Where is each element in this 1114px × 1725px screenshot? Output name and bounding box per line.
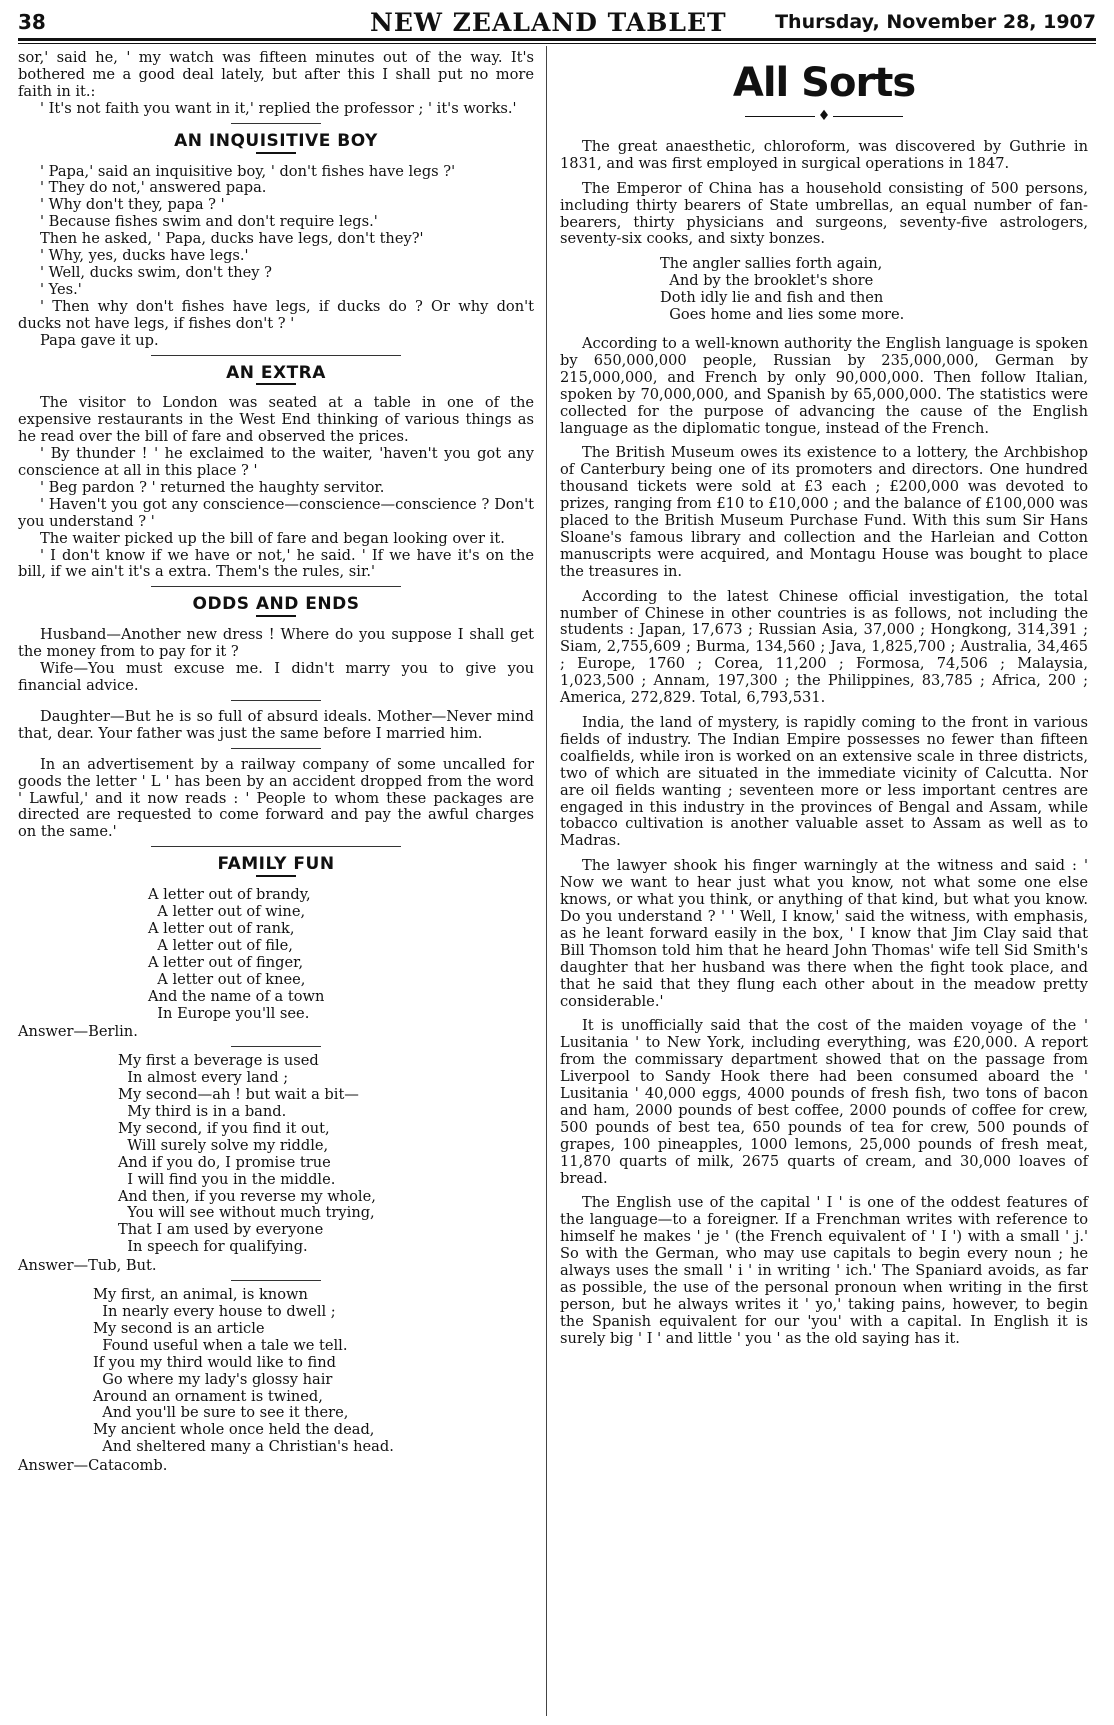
section-separator — [231, 748, 321, 749]
right-column — [560, 50, 1088, 1348]
verse-line: Go where my lady's glossy hair — [93, 1370, 333, 1388]
verse-line: My second, if you find it out, — [118, 1119, 330, 1137]
story-paragraph: ' I don't know if we have or not,' he said. ' If we have it's on the bill, if we ain't it's a extra. Them's the rules, sir.' — [18, 546, 534, 581]
section-separator — [231, 700, 321, 701]
page-header — [18, 8, 1096, 36]
riddle-verse — [148, 887, 534, 1022]
heading-rule — [256, 152, 296, 154]
riddle-answer: Answer—Berlin. — [18, 1023, 138, 1041]
column-divider — [546, 46, 547, 1716]
story-line: Papa gave it up. — [40, 331, 159, 349]
story-line: ' Then why don't fishes have legs, if ducks do ? Or why don't ducks not have legs, if fishes don't ? ' — [18, 297, 534, 332]
section-heading-all-sorts: All Sorts — [732, 60, 916, 106]
story-paragraph: ' Beg pardon ? ' returned the haughty servitor. — [40, 478, 385, 496]
riddle-verse — [118, 1053, 534, 1256]
heading-rule — [256, 383, 296, 385]
verse-line: Around an ornament is twined, — [93, 1387, 323, 1405]
verse-line: And sheltered many a Christian's head. — [93, 1438, 394, 1456]
intro-paragraph: sor,' said he, ' my watch was fifteen minutes out of the way. It's bothered me a good deal lately, but after this I shall put no more faith in it.: — [18, 49, 534, 100]
verse-line: You will see without much trying, — [118, 1204, 375, 1222]
verse-line: In speech for qualifying. — [118, 1238, 308, 1256]
section-separator — [231, 1046, 321, 1047]
verse-line: A letter out of brandy, — [148, 886, 311, 904]
section-separator — [151, 586, 401, 587]
story-line: Then he asked, ' Papa, ducks have legs, don't they?' — [40, 230, 424, 248]
story-line: ' Why don't they, papa ? ' — [40, 196, 225, 214]
verse-line: Found useful when a tale we tell. — [93, 1336, 348, 1354]
verse-line: A letter out of wine, — [148, 903, 306, 921]
item-paragraph: The British Museum owes its existence to a lottery, the Archbishop of Canterbury being one of its promoters and directors. One hundred thousand tickets were sold at £3 each ; £200,000 was devoted to prizes, ranging from £10 to £10,000 ; and the balance of £100,000 was placed to the British Museum Purchase Fund. With this sum Sir Hans Sloane's famous library and collection and the Harleian and Cotton manuscripts were acquired, and Montagu House was bought to place the treasures in. — [560, 444, 1088, 580]
section-heading-family-fun: FAMILY FUN — [217, 854, 335, 875]
diamond-icon: ♦ — [817, 108, 831, 124]
section-heading-an-extra: AN EXTRA — [226, 362, 326, 383]
section-separator — [151, 355, 401, 356]
header-rule-thick — [18, 38, 1096, 41]
item-paragraph: India, the land of mystery, is rapidly coming to the front in various fields of industry. The Indian Empire possesses no fewer than fifteen coalfields, while iron is worked on an extensive scale in three districts, two of which are situated in the immediate vicinity of Calcutta. Nor are oil fields wanting ; seventeen more or less important centres are engaged in this industry in the provinces of Bengal and Assam, while tobacco cultivation is another valuable asset to Assam as well as to Madras. — [560, 714, 1088, 850]
section-separator — [151, 846, 401, 847]
verse-line: My ancient whole once held the dead, — [93, 1421, 375, 1439]
section-separator — [231, 1280, 321, 1281]
story-line: ' Yes.' — [40, 280, 82, 298]
item-paragraph: The Emperor of China has a household consisting of 500 persons, including thirty bearers of State umbrellas, an equal number of fan-bearers, thirty physicians and surgeons, seventy-five astrologers, seventy-six cooks, and sixty bonzes. — [560, 179, 1088, 248]
heading-ornament — [560, 108, 1088, 125]
left-column — [18, 50, 534, 1475]
item-paragraph: The English use of the capital ' I ' is one of the oddest features of the language—to a foreigner. If a Frenchman writes with reference to himself he makes ' je ' (the French equivalent of ' I ') with a small ' j.' So with the German, who may use capitals to begin every noun ; he always uses the small ' i ' in writing ' ich.' The Spaniard avoids, as far as possible, the use of the personal pronoun when writing in the first person, but he always writes it ' yo,' taking pains, however, to begin the Spanish equivalent for our 'you' with a capital. In English it is surely big ' I ' and little ' you ' as the old saying has it. — [560, 1194, 1088, 1347]
story-paragraph: ' By thunder ! ' he exclaimed to the waiter, 'haven't you got any conscience at all in this place ? ' — [18, 445, 534, 480]
verse-line: In nearly every house to dwell ; — [93, 1303, 336, 1320]
riddle-answer: Answer—Catacomb. — [18, 1457, 168, 1475]
verse-line: Will surely solve my riddle, — [118, 1136, 329, 1154]
angler-verse — [660, 256, 1088, 324]
verse-line: My first, an animal, is known — [93, 1286, 308, 1304]
verse-line: A letter out of finger, — [148, 953, 304, 971]
item-paragraph: According to the latest Chinese official investigation, the total number of Chinese in other countries is as follows, not including the students : Japan, 17,673 ; Russian Asia, 37,000 ; Hongkong, 314,391 ; Siam, 2,755,609 ; Burma, 134,560 ; Java, 1,825,700 ; Australia, 34,465 ; Europe, 1760 ; Corea, 11,200 ; Formosa, 74,506 ; Malaysia, 1,023,500 ; Annam, 197,300 ; the Philippines, 83,785 ; Africa, 200 ; America, 272,829. Total, 6,793,531. — [560, 587, 1088, 707]
verse-line: My second is an article — [93, 1319, 265, 1337]
verse-line: A letter out of file, — [148, 936, 293, 954]
item-paragraph: The lawyer shook his finger warningly at the witness and said : ' Now we want to hear just what you know, not what some one else knows, or what you think, or anything of that kind, but what you know. Do you understand ? ' ' Well, I know,' said the witness, with emphasis, as he leant forward easily in the box, ' I know that Jim Clay said that Bill Thomson told him that he heard John Thomas' wife tell Sid Smith's daughter that her husband was there when the fight took place, and that he said that they flung each other about in the meadow pretty considerable.' — [560, 857, 1088, 1010]
header-rule-thin — [18, 43, 1096, 44]
verse-line: A letter out of rank, — [148, 919, 295, 937]
verse-line: In Europe you'll see. — [148, 1004, 310, 1022]
verse-line: And you'll be sure to see it there, — [93, 1404, 349, 1422]
item-paragraph: It is unofficially said that the cost of the maiden voyage of the ' Lusitania ' to New York, including everything, was £20,000. A report from the commissary department showed that on the passage from Liverpool to Sandy Hook there had been consumed aboard the ' Lusitania ' 40,000 eggs, 4000 pounds of fresh fish, two tons of bacon and ham, 2000 pounds of best coffee, 2000 pounds of coffee for crew, 500 pounds of best tea, 650 pounds of tea for crew, 500 pounds of grapes, 100 pineapples, 1000 lemons, 25,000 pounds of fresh meat, 11,870 quarts of milk, 2675 quarts of cream, and 30,000 loaves of bread. — [560, 1017, 1088, 1187]
verse-line: That I am used by everyone — [118, 1221, 324, 1239]
story-paragraph: In an advertisement by a railway company of some uncalled for goods the letter ' L ' has been by an accident dropped from the word ' Lawful,' and it now reads : ' People to whom these packages are directed are requested to come forward and pay the awful charges on the same.' — [18, 755, 534, 841]
story-paragraph: Wife—You must excuse me. I didn't marry you to give you financial advice. — [18, 660, 534, 694]
verse-line: A letter out of knee, — [148, 970, 306, 988]
verse-line: Goes home and lies some more. — [660, 306, 905, 324]
heading-rule — [256, 875, 296, 877]
story-line: ' Why, yes, ducks have legs.' — [40, 247, 249, 265]
story-line: ' Papa,' said an inquisitive boy, ' don't fishes have legs ?' — [40, 162, 456, 180]
issue-date: Thursday, November 28, 1907 — [775, 11, 1096, 33]
section-heading-odds-and-ends: ODDS AND ENDS — [192, 594, 360, 615]
verse-line: And then, if you reverse my whole, — [118, 1187, 376, 1205]
verse-line: And the name of a town — [148, 987, 325, 1005]
item-paragraph: According to a well-known authority the English language is spoken by 650,000,000 people, Russian by 235,000,000, German by 215,000,000, and French by only 90,000,000. Then follow Italian, spoken by 70,000,000, and Spanish by 65,000,000. The statistics were collected for the purpose of advancing the cause of the English language as the diplomatic tongue, instead of the French. — [560, 334, 1088, 437]
section-separator — [231, 123, 321, 124]
story-paragraph: The waiter picked up the bill of fare and began looking over it. — [40, 529, 505, 547]
story-line: ' Well, ducks swim, don't they ? — [40, 263, 273, 281]
verse-line: The angler sallies forth again, — [660, 255, 883, 273]
riddle-answer: Answer—Tub, But. — [18, 1257, 157, 1275]
verse-line: If you my third would like to find — [93, 1353, 337, 1371]
item-paragraph: The great anaesthetic, chloroform, was discovered by Guthrie in 1831, and was first employed in surgical operations in 1847. — [560, 137, 1088, 172]
verse-line: My third is in a band. — [118, 1103, 287, 1121]
page-number: 38 — [18, 10, 46, 34]
story-paragraph: The visitor to London was seated at a table in one of the expensive restaurants in the West End thinking of various things as he read over the bill of fare and observed the prices. — [18, 394, 534, 446]
story-paragraph: Daughter—But he is so full of absurd ideals. Mother—Never mind that, dear. Your father was just the same before I married him. — [18, 707, 534, 742]
verse-line: In almost every land ; — [118, 1069, 289, 1087]
verse-line: Doth idly lie and fish and then — [660, 289, 884, 307]
intro-paragraph: ' It's not faith you want in it,' replied the professor ; ' it's works.' — [40, 99, 517, 117]
section-heading-inquisitive-boy: AN INQUISITIVE BOY — [174, 130, 378, 151]
verse-line: And if you do, I promise true — [118, 1153, 331, 1171]
story-line: ' They do not,' answered papa. — [40, 179, 267, 197]
riddle-verse — [93, 1287, 534, 1456]
story-line: ' Because fishes swim and don't require legs.' — [40, 213, 378, 231]
heading-rule — [256, 615, 296, 617]
verse-line: My second—ah ! but wait a bit— — [118, 1086, 359, 1104]
masthead: NEW ZEALAND TABLET — [370, 8, 727, 37]
verse-line: I will find you in the middle. — [118, 1170, 336, 1188]
verse-line: And by the brooklet's shore — [660, 272, 874, 290]
story-paragraph: ' Haven't you got any conscience—conscience—conscience ? Don't you understand ? ' — [18, 495, 534, 530]
verse-line: My first a beverage is used — [118, 1052, 319, 1070]
story-paragraph: Husband—Another new dress ! Where do you suppose I shall get the money from to pay for it ? — [18, 626, 534, 661]
